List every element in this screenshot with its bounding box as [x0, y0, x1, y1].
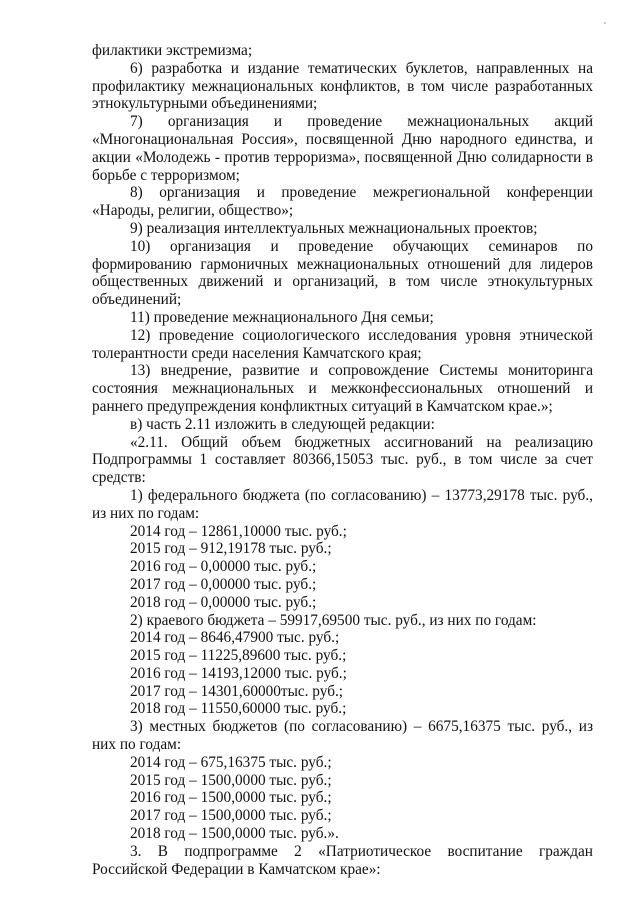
- federal-2016: 2016 год – 0,00000 тыс. руб.;: [130, 558, 317, 576]
- regional-2016: 2016 год – 14193,12000 тыс. руб.;: [130, 664, 347, 682]
- regional-2017: 2017 год – 14301,60000тыс. руб.;: [130, 682, 344, 700]
- regional-2014: 2014 год – 8646,47900 тыс. руб.;: [130, 629, 340, 647]
- local-2014: 2014 год – 675,16375 тыс. руб.;: [130, 753, 332, 771]
- federal-2017: 2017 год – 0,00000 тыс. руб.;: [130, 575, 317, 593]
- local-2015: 2015 год – 1500,0000 тыс. руб.;: [130, 771, 332, 789]
- list-item-10: 10) организация и проведение обучающих семинаров по формированию гармоничных межнациональных отношений для лидеров общественных движений и организаций, в том числе этнокультурных объединений;: [92, 237, 593, 309]
- local-budget: 3) местных бюджетов (по согласованию) – 6675,16375 тыс. руб., из них по годам:: [92, 718, 593, 754]
- regional-budget: 2) краевого бюджета – 59917,69500 тыс. руб., из них по годам:: [130, 611, 537, 629]
- regional-2018: 2018 год – 11550,60000 тыс. руб.;: [130, 700, 347, 718]
- local-2018: 2018 год – 1500,0000 тыс. руб.».: [130, 825, 339, 843]
- regional-2015: 2015 год – 11225,89600 тыс. руб.;: [130, 647, 347, 665]
- list-item-12: 12) проведение социологического исследования уровня этнической толерантности среди населения Камчатского края;: [92, 326, 593, 362]
- list-item-7: 7) организация и проведение межнациональных акций «Многонациональная Россия», посвященной Дню народного единства, и акции «Молодежь - против терроризма», посвященной Дню солидарности в борьбе с терроризмом;: [92, 113, 593, 184]
- list-item-6: 6) разработка и издание тематических буклетов, направленных на профилактику межнациональных конфликтов, в том числе разработанных этнокультурными объединениями;: [92, 59, 593, 113]
- paragraph-continuation: филактики экстремизма;: [92, 42, 253, 59]
- federal-2015: 2015 год – 912,19178 тыс. руб.;: [130, 540, 332, 558]
- subprogram-2-intro: 3. В подпрограмме 2 «Патриотическое воспитание граждан Российской Федерации в Камчатском крае»:: [92, 842, 593, 878]
- amendment-c: в) часть 2.11 изложить в следующей редакции:: [130, 415, 435, 433]
- federal-budget: 1) федерального бюджета (по согласованию) – 13773,29178 тыс. руб., из них по годам:: [92, 486, 593, 522]
- section-2-11: «2.11. Общий объем бюджетных ассигнований на реализацию Подпрограммы 1 составляет 80366,15053 тыс. руб., в том числе за счет средств:: [92, 433, 593, 487]
- local-2017: 2017 год – 1500,0000 тыс. руб.;: [130, 807, 332, 825]
- local-2016: 2016 год – 1500,0000 тыс. руб.;: [130, 789, 332, 807]
- list-item-9: 9) реализация интеллектуальных межнациональных проектов;: [130, 219, 538, 237]
- federal-2018: 2018 год – 0,00000 тыс. руб.;: [130, 593, 317, 611]
- list-item-11: 11) проведение межнационального Дня семьи;: [130, 308, 434, 326]
- scan-speck: [604, 22, 606, 24]
- list-item-8: 8) организация и проведение межрегиональной конференции «Народы, религии, общество»;: [92, 184, 593, 220]
- list-item-13: 13) внедрение, развитие и сопровождение Системы мониторинга состояния межнациональных и межконфессиональных отношений и раннего предупреждения конфликтных ситуаций в Камчатском крае.»;: [92, 362, 593, 415]
- federal-2014: 2014 год – 12861,10000 тыс. руб.;: [130, 522, 347, 540]
